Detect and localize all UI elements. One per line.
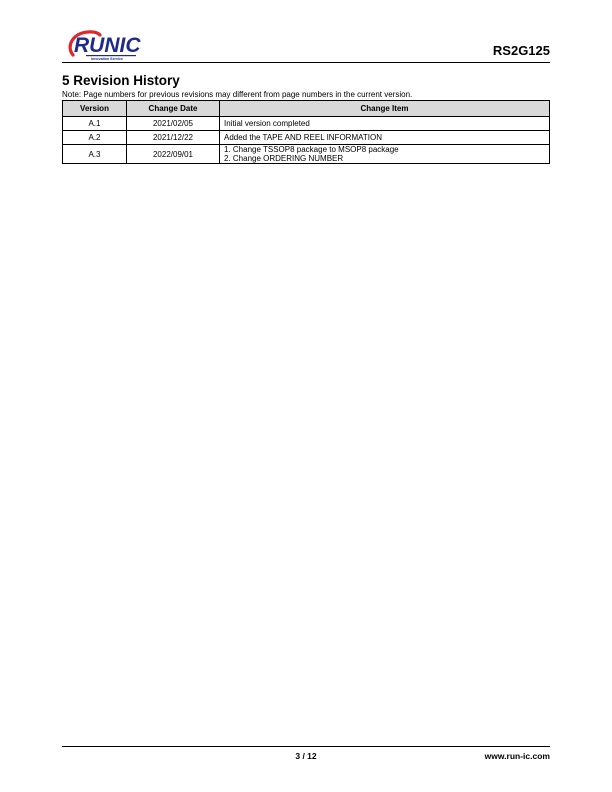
change-date-cell: 2021/02/05	[127, 117, 220, 131]
header-divider	[62, 62, 550, 63]
table-row	[63, 131, 550, 145]
change-date-cell: 2022/09/01	[127, 145, 220, 164]
change-item-cell	[220, 117, 550, 131]
column-header-change-date: Change Date	[127, 101, 220, 117]
table-row	[63, 145, 550, 164]
footer-divider	[62, 746, 550, 747]
version-cell: A.1	[63, 117, 127, 131]
company-logo	[64, 30, 140, 64]
column-header-version: Version	[63, 101, 127, 117]
version-cell: A.2	[63, 131, 127, 145]
table-header-row	[63, 101, 550, 117]
change-item-cell	[220, 145, 550, 164]
change-item-line: 2. Change ORDERING NUMBER	[224, 154, 344, 163]
change-item-line: Added the TAPE AND REEL INFORMATION	[224, 133, 382, 142]
change-item-line: 1. Change TSSOP8 package to MSOP8 package	[224, 145, 399, 154]
column-header-change-item: Change Item	[220, 101, 550, 117]
section-title: 5 Revision History	[62, 73, 180, 88]
version-cell: A.3	[63, 145, 127, 164]
website-link[interactable]: www.run-ic.com	[484, 751, 550, 761]
page-number: 3 / 12	[295, 751, 317, 761]
table-row	[63, 117, 550, 131]
logo-tagline: Innovation Service	[91, 57, 123, 61]
revision-history-table	[62, 100, 550, 164]
logo-wordmark: RUNIC	[74, 34, 141, 57]
change-item-cell	[220, 131, 550, 145]
change-date-cell: 2021/12/22	[127, 131, 220, 145]
document-id: RS2G125	[492, 43, 550, 58]
change-item-line: Initial version completed	[224, 119, 310, 128]
revision-note: Note: Page numbers for previous revisions may different from page numbers in the current version.	[62, 90, 413, 99]
